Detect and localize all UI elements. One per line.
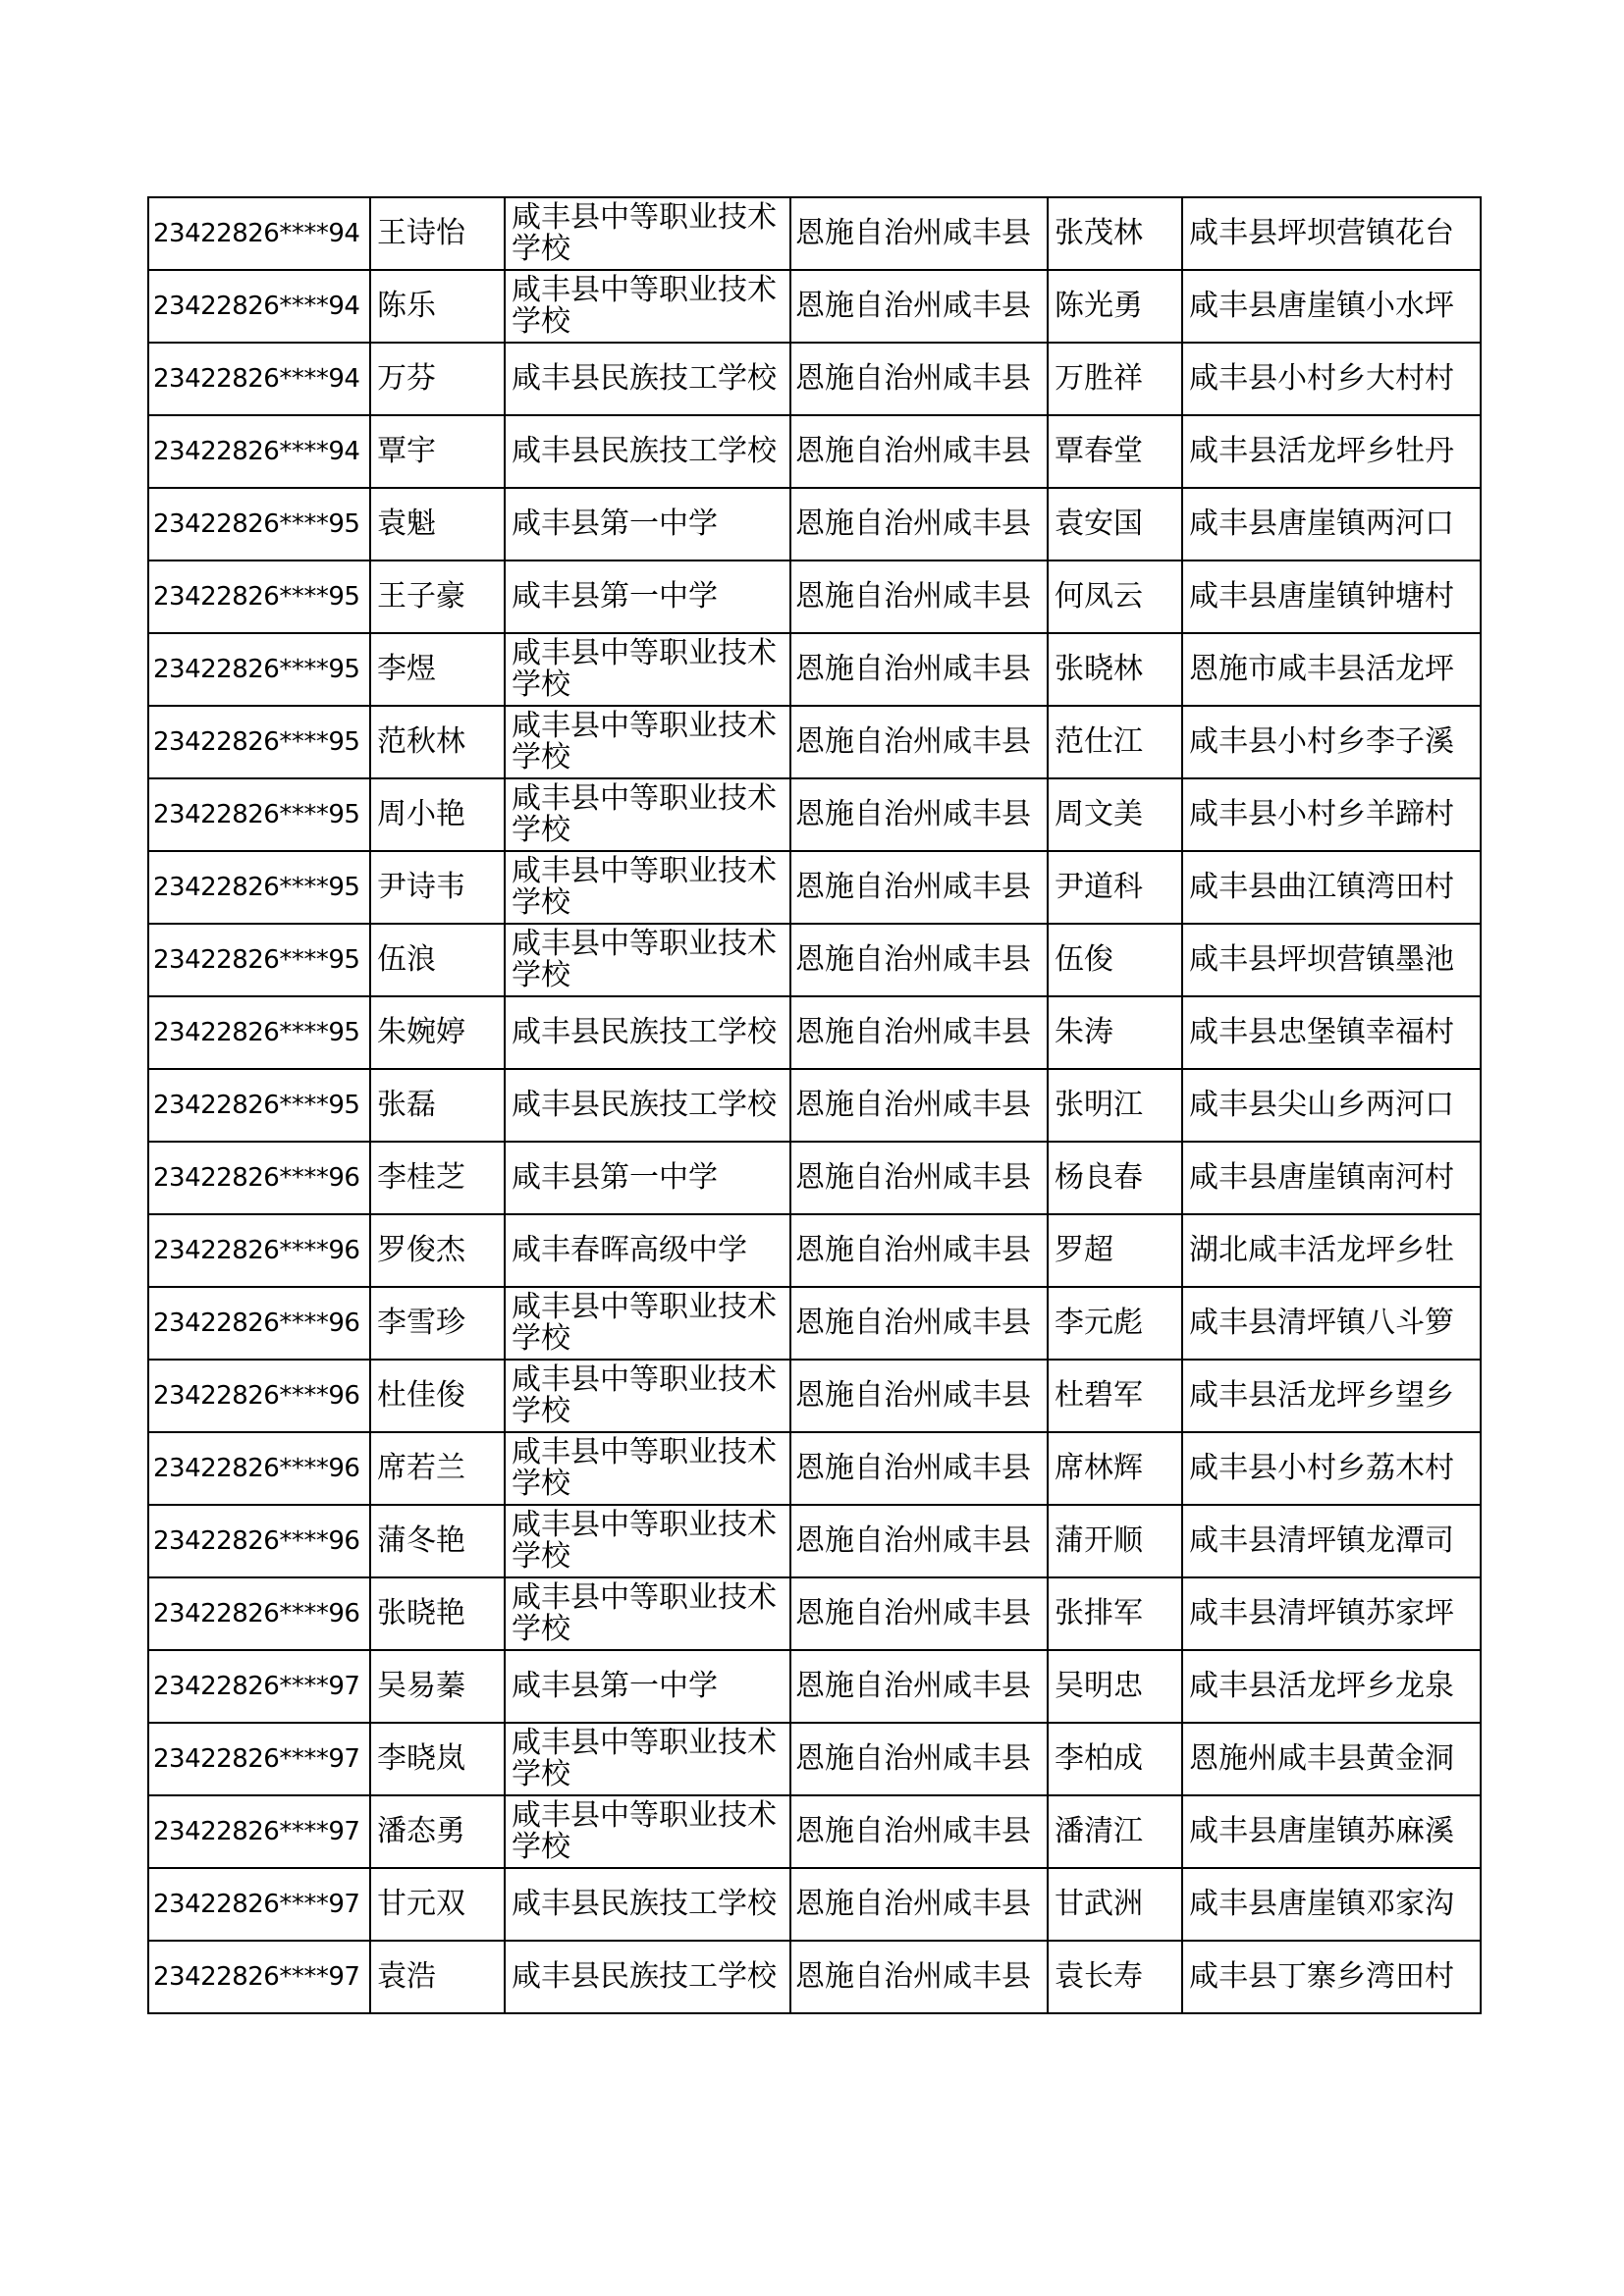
student-name-cell: 陈乐 [370,270,505,343]
guardian-name-cell: 吴明忠 [1048,1650,1182,1723]
address-cell: 咸丰县唐崖镇钟塘村 [1182,561,1481,633]
id-number-cell: 23422826****97 [148,1650,370,1723]
table-row [148,1577,1481,1650]
student-name-cell: 甘元双 [370,1868,505,1941]
school-cell: 咸丰县民族技工学校 [505,343,790,415]
address-cell: 咸丰县活龙坪乡望乡 [1182,1360,1481,1432]
address-cell: 咸丰县清坪镇龙潭司 [1182,1505,1481,1577]
region-cell: 恩施自治州咸丰县 [790,1069,1048,1142]
table-row [148,270,1481,343]
student-name-cell: 席若兰 [370,1432,505,1505]
school-cell: 咸丰春晖高级中学 [505,1214,790,1287]
region-cell: 恩施自治州咸丰县 [790,1941,1048,2013]
table-row [148,1069,1481,1142]
region-cell: 恩施自治州咸丰县 [790,197,1048,270]
guardian-name-cell: 张茂林 [1048,197,1182,270]
id-number-cell: 23422826****96 [148,1214,370,1287]
school-cell: 咸丰县中等职业技术学校 [505,270,790,343]
region-cell: 恩施自治州咸丰县 [790,1432,1048,1505]
student-name-cell: 覃宇 [370,415,505,488]
address-cell: 咸丰县忠堡镇幸福村 [1182,996,1481,1069]
table-row [148,415,1481,488]
school-cell: 咸丰县民族技工学校 [505,415,790,488]
student-name-cell: 万芬 [370,343,505,415]
guardian-name-cell: 伍俊 [1048,924,1182,996]
school-cell: 咸丰县第一中学 [505,1142,790,1214]
student-name-cell: 袁魁 [370,488,505,561]
school-cell: 咸丰县中等职业技术学校 [505,633,790,706]
school-cell: 咸丰县民族技工学校 [505,1868,790,1941]
guardian-name-cell: 罗超 [1048,1214,1182,1287]
guardian-name-cell: 袁安国 [1048,488,1182,561]
school-cell: 咸丰县中等职业技术学校 [505,1360,790,1432]
address-cell: 咸丰县小村乡羊蹄村 [1182,778,1481,851]
table-row [148,633,1481,706]
table-row [148,924,1481,996]
school-cell: 咸丰县民族技工学校 [505,1069,790,1142]
school-cell: 咸丰县民族技工学校 [505,1941,790,2013]
guardian-name-cell: 覃春堂 [1048,415,1182,488]
guardian-name-cell: 张明江 [1048,1069,1182,1142]
guardian-name-cell: 蒲开顺 [1048,1505,1182,1577]
id-number-cell: 23422826****96 [148,1577,370,1650]
guardian-name-cell: 杜碧军 [1048,1360,1182,1432]
student-table [147,196,1482,2014]
id-number-cell: 23422826****95 [148,1069,370,1142]
id-number-cell: 23422826****97 [148,1723,370,1795]
id-number-cell: 23422826****94 [148,415,370,488]
id-number-cell: 23422826****95 [148,706,370,778]
guardian-name-cell: 周文美 [1048,778,1182,851]
student-name-cell: 杜佳俊 [370,1360,505,1432]
table-row [148,1868,1481,1941]
region-cell: 恩施自治州咸丰县 [790,1214,1048,1287]
id-number-cell: 23422826****96 [148,1432,370,1505]
school-cell: 咸丰县中等职业技术学校 [505,1723,790,1795]
id-number-cell: 23422826****95 [148,488,370,561]
guardian-name-cell: 袁长寿 [1048,1941,1182,2013]
region-cell: 恩施自治州咸丰县 [790,778,1048,851]
student-name-cell: 朱婉婷 [370,996,505,1069]
guardian-name-cell: 范仕江 [1048,706,1182,778]
id-number-cell: 23422826****95 [148,778,370,851]
table-row [148,706,1481,778]
table-row [148,1142,1481,1214]
student-name-cell: 吴易蓁 [370,1650,505,1723]
school-cell: 咸丰县中等职业技术学校 [505,706,790,778]
id-number-cell: 23422826****94 [148,270,370,343]
student-name-cell: 尹诗韦 [370,851,505,924]
region-cell: 恩施自治州咸丰县 [790,851,1048,924]
id-number-cell: 23422826****94 [148,197,370,270]
region-cell: 恩施自治州咸丰县 [790,1868,1048,1941]
school-cell: 咸丰县中等职业技术学校 [505,778,790,851]
id-number-cell: 23422826****95 [148,996,370,1069]
address-cell: 咸丰县唐崖镇两河口 [1182,488,1481,561]
region-cell: 恩施自治州咸丰县 [790,1505,1048,1577]
id-number-cell: 23422826****96 [148,1142,370,1214]
address-cell: 咸丰县唐崖镇南河村 [1182,1142,1481,1214]
address-cell: 咸丰县清坪镇苏家坪 [1182,1577,1481,1650]
table-row [148,1650,1481,1723]
id-number-cell: 23422826****97 [148,1868,370,1941]
region-cell: 恩施自治州咸丰县 [790,1287,1048,1360]
school-cell: 咸丰县中等职业技术学校 [505,197,790,270]
address-cell: 咸丰县活龙坪乡牡丹 [1182,415,1481,488]
address-cell: 咸丰县丁寨乡湾田村 [1182,1941,1481,2013]
student-name-cell: 范秋林 [370,706,505,778]
address-cell: 咸丰县小村乡大村村 [1182,343,1481,415]
student-name-cell: 李雪珍 [370,1287,505,1360]
region-cell: 恩施自治州咸丰县 [790,996,1048,1069]
table-row [148,561,1481,633]
id-number-cell: 23422826****95 [148,561,370,633]
school-cell: 咸丰县中等职业技术学校 [505,1287,790,1360]
guardian-name-cell: 朱涛 [1048,996,1182,1069]
address-cell: 咸丰县小村乡李子溪 [1182,706,1481,778]
table-row [148,851,1481,924]
student-name-cell: 张晓艳 [370,1577,505,1650]
guardian-name-cell: 尹道科 [1048,851,1182,924]
region-cell: 恩施自治州咸丰县 [790,1650,1048,1723]
region-cell: 恩施自治州咸丰县 [790,343,1048,415]
school-cell: 咸丰县第一中学 [505,561,790,633]
region-cell: 恩施自治州咸丰县 [790,1723,1048,1795]
region-cell: 恩施自治州咸丰县 [790,1577,1048,1650]
region-cell: 恩施自治州咸丰县 [790,488,1048,561]
table-row [148,197,1481,270]
address-cell: 咸丰县坪坝营镇花台 [1182,197,1481,270]
table-row [148,996,1481,1069]
student-name-cell: 罗俊杰 [370,1214,505,1287]
region-cell: 恩施自治州咸丰县 [790,1795,1048,1868]
table-row [148,1287,1481,1360]
student-name-cell: 张磊 [370,1069,505,1142]
id-number-cell: 23422826****95 [148,924,370,996]
student-name-cell: 潘态勇 [370,1795,505,1868]
id-number-cell: 23422826****95 [148,851,370,924]
guardian-name-cell: 李元彪 [1048,1287,1182,1360]
address-cell: 咸丰县小村乡荔木村 [1182,1432,1481,1505]
student-name-cell: 袁浩 [370,1941,505,2013]
address-cell: 恩施州咸丰县黄金洞 [1182,1723,1481,1795]
table-row [148,1795,1481,1868]
school-cell: 咸丰县第一中学 [505,488,790,561]
table-body [148,197,1481,2013]
student-name-cell: 伍浪 [370,924,505,996]
table-row [148,343,1481,415]
table-row [148,488,1481,561]
id-number-cell: 23422826****96 [148,1287,370,1360]
address-cell: 咸丰县唐崖镇小水坪 [1182,270,1481,343]
address-cell: 恩施市咸丰县活龙坪 [1182,633,1481,706]
id-number-cell: 23422826****95 [148,633,370,706]
region-cell: 恩施自治州咸丰县 [790,561,1048,633]
region-cell: 恩施自治州咸丰县 [790,270,1048,343]
student-name-cell: 王诗怡 [370,197,505,270]
address-cell: 咸丰县曲江镇湾田村 [1182,851,1481,924]
student-name-cell: 李煜 [370,633,505,706]
school-cell: 咸丰县第一中学 [505,1650,790,1723]
table-row [148,1432,1481,1505]
id-number-cell: 23422826****96 [148,1505,370,1577]
guardian-name-cell: 陈光勇 [1048,270,1182,343]
address-cell: 咸丰县唐崖镇苏麻溪 [1182,1795,1481,1868]
school-cell: 咸丰县中等职业技术学校 [505,924,790,996]
guardian-name-cell: 甘武洲 [1048,1868,1182,1941]
student-name-cell: 李桂芝 [370,1142,505,1214]
region-cell: 恩施自治州咸丰县 [790,924,1048,996]
guardian-name-cell: 杨良春 [1048,1142,1182,1214]
table-row [148,1214,1481,1287]
id-number-cell: 23422826****97 [148,1941,370,2013]
student-name-cell: 王子豪 [370,561,505,633]
region-cell: 恩施自治州咸丰县 [790,1360,1048,1432]
guardian-name-cell: 潘清江 [1048,1795,1182,1868]
table-row [148,1360,1481,1432]
table-row [148,1723,1481,1795]
address-cell: 咸丰县活龙坪乡龙泉 [1182,1650,1481,1723]
region-cell: 恩施自治州咸丰县 [790,633,1048,706]
table-row [148,778,1481,851]
school-cell: 咸丰县中等职业技术学校 [505,1505,790,1577]
guardian-name-cell: 席林辉 [1048,1432,1182,1505]
table-row [148,1505,1481,1577]
guardian-name-cell: 万胜祥 [1048,343,1182,415]
school-cell: 咸丰县中等职业技术学校 [505,851,790,924]
region-cell: 恩施自治州咸丰县 [790,1142,1048,1214]
student-name-cell: 李晓岚 [370,1723,505,1795]
region-cell: 恩施自治州咸丰县 [790,706,1048,778]
student-name-cell: 蒲冬艳 [370,1505,505,1577]
school-cell: 咸丰县中等职业技术学校 [505,1432,790,1505]
address-cell: 咸丰县唐崖镇邓家沟 [1182,1868,1481,1941]
guardian-name-cell: 李柏成 [1048,1723,1182,1795]
school-cell: 咸丰县民族技工学校 [505,996,790,1069]
address-cell: 咸丰县尖山乡两河口 [1182,1069,1481,1142]
school-cell: 咸丰县中等职业技术学校 [505,1795,790,1868]
guardian-name-cell: 何凤云 [1048,561,1182,633]
id-number-cell: 23422826****94 [148,343,370,415]
address-cell: 湖北咸丰活龙坪乡牡 [1182,1214,1481,1287]
student-name-cell: 周小艳 [370,778,505,851]
guardian-name-cell: 张排军 [1048,1577,1182,1650]
address-cell: 咸丰县清坪镇八斗箩 [1182,1287,1481,1360]
table-row [148,1941,1481,2013]
id-number-cell: 23422826****96 [148,1360,370,1432]
guardian-name-cell: 张晓林 [1048,633,1182,706]
region-cell: 恩施自治州咸丰县 [790,415,1048,488]
address-cell: 咸丰县坪坝营镇墨池 [1182,924,1481,996]
id-number-cell: 23422826****97 [148,1795,370,1868]
school-cell: 咸丰县中等职业技术学校 [505,1577,790,1650]
